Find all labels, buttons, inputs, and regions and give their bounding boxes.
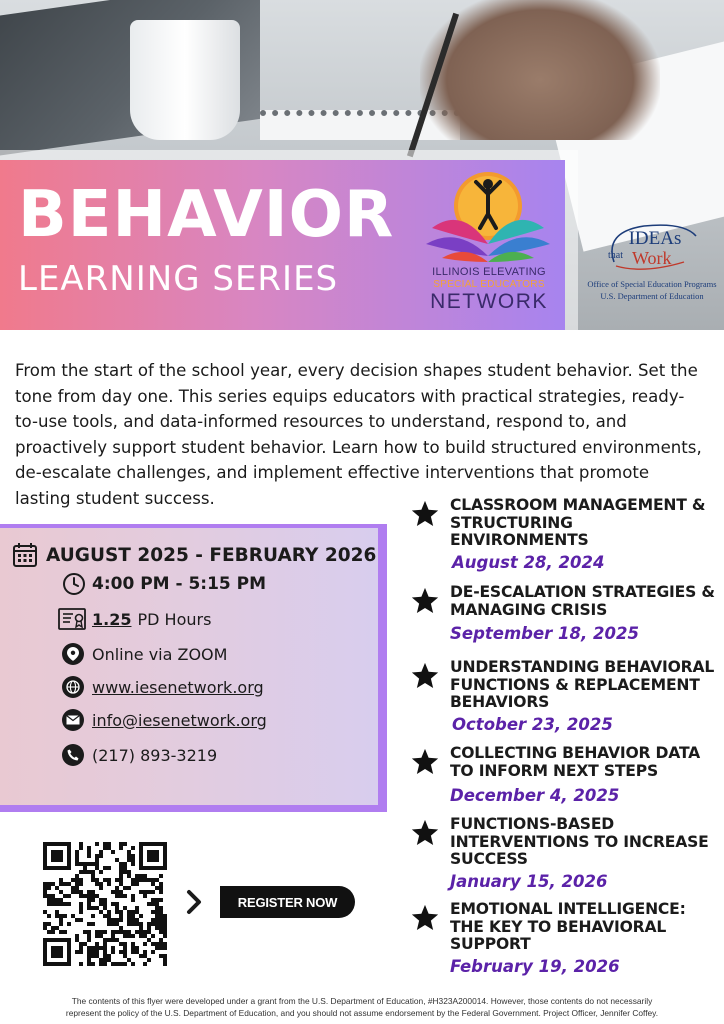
session-date: January 15, 2026 bbox=[450, 872, 608, 891]
osep-line: Office of Special Education Programs bbox=[587, 279, 717, 289]
mail-icon bbox=[62, 709, 84, 731]
website-link[interactable]: www.iesenetwork.org bbox=[92, 677, 264, 697]
session-date: September 18, 2025 bbox=[450, 624, 639, 643]
time-row bbox=[62, 572, 266, 596]
session-date: February 19, 2026 bbox=[450, 957, 620, 976]
star-icon bbox=[410, 661, 440, 696]
certificate-icon bbox=[58, 608, 86, 630]
phone-text: (217) 893-3219 bbox=[92, 745, 218, 765]
session-title: EMOTIONAL INTELLIGENCE: THE KEY TO BEHAVIORAL SUPPORT bbox=[450, 900, 686, 953]
website-row bbox=[62, 676, 264, 698]
star-icon bbox=[410, 903, 440, 938]
iesen-name-line1: ILLINOIS ELEVATING bbox=[432, 266, 546, 278]
location-text: Online via ZOOM bbox=[92, 644, 228, 664]
session-title: DE-ESCALATION STRATEGIES & MANAGING CRISIS bbox=[450, 583, 715, 619]
calendar-icon bbox=[12, 542, 38, 568]
iesen-emblem-icon bbox=[422, 166, 554, 266]
footer-line-1: The contents of this flyer were developed under a grant from the U.S. Department of Education, #H323A200014. However, those contents do not necessarily bbox=[71, 996, 653, 1006]
session-title: FUNCTIONS-BASED INTERVENTIONS TO INCREASE SUCCESS bbox=[450, 815, 709, 868]
usde-line: U.S. Department of Education bbox=[600, 291, 704, 301]
cup-image bbox=[130, 20, 240, 140]
pd-hours-value: 1.25 bbox=[92, 609, 132, 629]
page-subtitle: LEARNING SERIES bbox=[18, 259, 339, 299]
register-now-button[interactable]: REGISTER NOW bbox=[220, 886, 355, 918]
page-title: BEHAVIOR bbox=[18, 178, 395, 252]
session-date: December 4, 2025 bbox=[450, 786, 620, 805]
session-title: CLASSROOM MANAGEMENT & STRUCTURING ENVIRONMENTS bbox=[450, 496, 706, 549]
footer-line-2: represent the policy of the U.S. Department of Education, and you should not assume endorsement by the Federal Government. Project Officer, Jennifer Coffey. bbox=[65, 1007, 659, 1018]
footer-disclaimer bbox=[0, 996, 724, 1019]
ideas-that: that bbox=[608, 250, 623, 261]
star-icon bbox=[410, 747, 440, 782]
session-date: October 23, 2025 bbox=[452, 715, 613, 734]
qr-code-pattern bbox=[43, 842, 167, 966]
pd-hours-label: PD Hours bbox=[137, 609, 212, 629]
star-icon bbox=[410, 499, 440, 534]
clock-icon bbox=[62, 572, 86, 596]
iesen-name-line3: NETWORK bbox=[430, 290, 548, 313]
phone-icon bbox=[62, 744, 84, 766]
session-title: COLLECTING BEHAVIOR DATA TO INFORM NEXT STEPS bbox=[450, 744, 701, 780]
globe-icon bbox=[62, 676, 84, 698]
time-text: 4:00 PM - 5:15 PM bbox=[92, 574, 267, 594]
location-row bbox=[62, 643, 227, 665]
phone-row bbox=[62, 744, 217, 766]
star-icon bbox=[410, 818, 440, 853]
ideas-word: IDEAs bbox=[628, 228, 682, 249]
iesen-name-line2: SPECIAL EDUCATORS bbox=[433, 279, 545, 290]
location-pin-icon bbox=[62, 643, 84, 665]
email-row bbox=[62, 709, 267, 731]
date-range-text: AUGUST 2025 - FEBRUARY 2026 bbox=[46, 544, 377, 566]
star-icon bbox=[410, 586, 440, 621]
session-date: August 28, 2024 bbox=[452, 553, 605, 572]
email-link[interactable]: info@iesenetwork.org bbox=[92, 710, 267, 730]
chevron-right-icon bbox=[185, 889, 203, 920]
date-range-row bbox=[12, 542, 376, 568]
ideas-that-work-logo bbox=[582, 222, 722, 312]
pd-hours-row bbox=[58, 608, 211, 630]
ideas-work: Work bbox=[632, 248, 672, 268]
session-title: UNDERSTANDING BEHAVIORAL FUNCTIONS & REPLACEMENT BEHAVIORS bbox=[450, 658, 715, 711]
intro-paragraph: From the start of the school year, every decision shapes student behavior. Set the tone from day one. This series equips educators with practical strategies, ready-to-use tools, and data-informed resources to understand, respond to, and proactively support student behavior. Learn how to build structured environments, de-escalate challenges, and implement effective interventions that promote lasting student success. bbox=[15, 361, 702, 508]
qr-code[interactable] bbox=[43, 842, 167, 966]
